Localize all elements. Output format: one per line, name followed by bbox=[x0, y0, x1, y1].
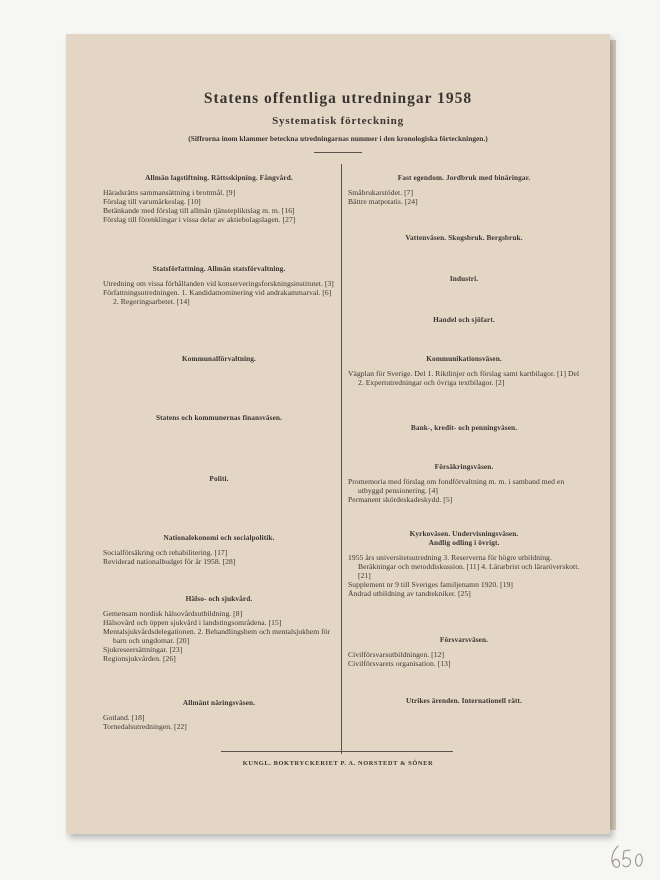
section-heading: Statens och kommunernas finansväsen. bbox=[155, 413, 283, 422]
section-heading: Försäkringsväsen. bbox=[434, 462, 494, 471]
bracket-note: (Siffrorna inom klammer beteckna utredningarnas nummer i den kronologiska förteckningen.) bbox=[188, 134, 488, 143]
list-item: Häradsrätts sammansättning i brottmål. [9] bbox=[103, 188, 236, 197]
list-item: Civilförsvarets organisation. [13] bbox=[348, 659, 451, 668]
title-divider bbox=[314, 152, 362, 153]
section-forsvarsvasen bbox=[348, 635, 580, 668]
section-fast-egendom bbox=[348, 173, 580, 206]
list-item: Hälsovård och öppen sjukvård i landstingsområdena. [15] bbox=[103, 618, 282, 627]
list-item: Promemoria med förslag om fondförvaltning m. m. i samband med en utbyggd pensionering. [4] bbox=[348, 477, 565, 495]
list-item: Mentalsjukvårdsdelegationen. 2. Behandlingshem och mentalsjukhem för barn och ungdomar. [20] bbox=[103, 627, 331, 645]
list-item: Författningsutredningen. 1. Kandidatnominering vid andrakammarval. [6] 2. Regeringsarbetet. [14] bbox=[103, 288, 332, 306]
section-statsforfattning bbox=[103, 264, 335, 306]
page-edge bbox=[610, 40, 616, 830]
section-halso-sjukvard bbox=[103, 594, 335, 663]
section-finansvasen bbox=[103, 413, 335, 428]
section-heading: Allmänt näringsväsen. bbox=[182, 698, 256, 707]
list-item: 1955 års universitetsutredning 3. Reserverna för högre utbildning. Beräkningar och metoddiskussion. [11] 4. Lärarbrist och läraröverskott. [21] bbox=[348, 553, 580, 580]
section-heading: Politi. bbox=[209, 474, 229, 483]
section-industri bbox=[348, 274, 580, 289]
section-heading: Utrikes ärenden. Internationell rätt. bbox=[405, 696, 523, 705]
list-item: Bättre matpotatis. [24] bbox=[348, 197, 418, 206]
printer-imprint: KUNGL. BOKTRYCKERIET P. A. NORSTEDT & SÖNER bbox=[242, 760, 434, 767]
section-kyrkovasen bbox=[348, 529, 580, 598]
section-nationalekonomi bbox=[103, 533, 335, 566]
list-item: Utredning om vissa förhållanden vid konserveringsforskningsinstitutet. [3] bbox=[103, 279, 334, 288]
section-naringsvasen bbox=[103, 698, 335, 731]
document-page bbox=[66, 34, 610, 834]
section-heading: Statsförfattning. Allmän statsförvaltning. bbox=[152, 264, 286, 273]
column-divider bbox=[341, 164, 342, 754]
list-item: Vägplan för Sverige. Del 1. Riktlinjer och förslag samt kartbilagor. [1] Del 2. Expertutredningar och övriga textbilagor. [2] bbox=[348, 369, 580, 387]
section-heading: Nationalekonomi och socialpolitik. bbox=[163, 533, 275, 542]
document-title: Statens offentliga utredningar 1958 bbox=[203, 90, 473, 107]
section-heading: Vattenväsen. Skogsbruk. Bergsbruk. bbox=[405, 233, 523, 242]
bottom-divider bbox=[221, 751, 453, 752]
list-item: Permanent skördeskadeskydd. [5] bbox=[348, 495, 453, 504]
section-allman-lagstiftning bbox=[103, 173, 335, 224]
list-item: Tornedalsutredningen. [22] bbox=[103, 722, 187, 731]
list-item: Socialförsäkring och rehabilitering. [17] bbox=[103, 548, 228, 557]
section-heading: Hälso- och sjukvård. bbox=[185, 594, 253, 603]
section-heading: Försvarsväsen. bbox=[439, 635, 489, 644]
section-kommunalforvaltning bbox=[103, 354, 335, 369]
section-heading: Kommunikationsväsen. bbox=[426, 354, 502, 363]
list-item: Reviderad nationalbudget för år 1958. [28] bbox=[103, 557, 236, 566]
list-item: Betänkande med förslag till allmän tjänstepliktslag m. m. [16] bbox=[103, 206, 295, 215]
list-item: Förslag till varumärkeslag. [10] bbox=[103, 197, 201, 206]
section-heading: Kyrkoväsen. Undervisningsväsen. Andlig odling i övrigt. bbox=[409, 529, 519, 547]
section-kommunikationsvasen bbox=[348, 354, 580, 387]
section-heading: Kommunalförvaltning. bbox=[182, 354, 256, 363]
section-politi bbox=[103, 474, 335, 489]
section-heading: Industri. bbox=[449, 274, 479, 283]
list-item: Förslag till förenklingar i vissa delar av aktiebolagslagen. [27] bbox=[103, 215, 296, 224]
document-subtitle: Systematisk förteckning bbox=[272, 115, 404, 127]
section-bankvasen bbox=[348, 423, 580, 438]
section-utrikes-arenden bbox=[348, 696, 580, 711]
handwritten-pencil-mark bbox=[606, 842, 650, 872]
list-item: Gemensam nordisk hälsovårdsutbildning. [8] bbox=[103, 609, 243, 618]
list-item: Regionsjukvården. [26] bbox=[103, 654, 176, 663]
section-vattenvasen bbox=[348, 233, 580, 248]
section-heading: Fast egendom. Jordbruk med binäringar. bbox=[397, 173, 531, 182]
section-heading: Allmän lagstiftning. Rättsskipning. Fångvård. bbox=[145, 173, 293, 182]
section-heading: Bank-, kredit- och penningväsen. bbox=[410, 423, 518, 432]
list-item: Civilförsvarsutbildningen. [12] bbox=[348, 650, 445, 659]
section-handel-sjofart bbox=[348, 315, 580, 330]
list-item: Småbrukarstödet. [7] bbox=[348, 188, 414, 197]
list-item: Ändrad utbildning av tandtekniker. [25] bbox=[348, 589, 471, 598]
list-item: Sjukreseersättningar. [23] bbox=[103, 645, 183, 654]
list-item: Supplement nr 9 till Sveriges familjenamn 1920. [19] bbox=[348, 580, 513, 589]
section-forsakringsvasen bbox=[348, 462, 580, 504]
section-heading: Handel och sjöfart. bbox=[433, 315, 495, 324]
list-item: Gotland. [18] bbox=[103, 713, 145, 722]
